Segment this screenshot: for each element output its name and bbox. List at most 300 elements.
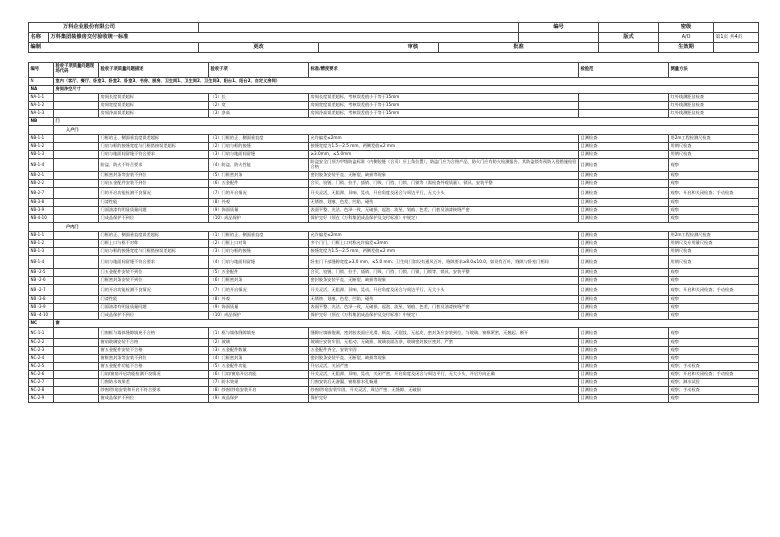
row-desc: 门的开启功能检测不良情况 [99,188,209,199]
row-issue-code [54,240,99,248]
row-method: 观察 [669,180,759,188]
row-standard: 缝隙应填嵌饱满，密封胶表面应光滑、顺直、无裂纹、无起皮、密封条应安装到位，与玻璃、窗框紧密，无翘起、断开 [309,328,579,339]
table-row [29,269,759,277]
row-issue-code [54,387,99,395]
row-issue-code [54,94,99,102]
row-issue-code [54,347,99,355]
row-desc: 房间净高误差超标 [99,110,209,118]
row-standard: 开启灵活，关闭严密 [309,363,579,371]
acceptance-standard-table [28,62,759,403]
row-sub: （10）成品保护 [209,215,309,223]
row-check: 目测检查 [579,363,669,371]
table-row [29,240,759,248]
row-check: 目测检查 [579,232,669,240]
table-row [29,296,759,304]
name-blank [519,33,599,43]
subsection-blank [29,126,54,135]
company-name: 万科企业股份有限公司 [29,23,199,33]
row-method: 观察；开启和关闭检查；手动检查 [669,285,759,296]
row-standard: 开关灵活，无阻滞、异响、晃动，关闭严密，开启角度及闭合与周边平行，无大小头，开启方向正确 [309,371,579,379]
table-row [29,232,759,240]
row-sub: （5）五金配件功能 [209,363,309,371]
row-desc: 门成品保护不到位 [99,312,209,320]
table-row [29,379,759,387]
compile-label: 编制 [29,43,199,53]
subsection-blank [29,223,54,232]
row-standard: 密封胶条安装平直、无断裂、缺损等现象 [309,277,579,285]
row-issue-code [54,188,99,199]
table-row [29,387,759,395]
row-sub: （6）门扇/窗扇开启功能 [209,371,309,379]
header-blank [199,23,519,33]
row-id: NB-1-2 [29,240,54,248]
row-sub: （2）宽 [209,102,309,110]
row-issue-code [54,328,99,339]
table-row [29,135,759,143]
row-standard: 接缝宽度为1.5～2.5 mm，两侧差值≤2 mm [309,143,579,151]
row-check [579,94,669,102]
table-row [29,151,759,159]
table-row [29,207,759,215]
row-id: NB-1-4 [29,159,54,172]
row-desc: 门框的正、侧面垂直度误差超标 [99,232,209,240]
row-check: 目测检查 [579,379,669,387]
row-check: 目测检查 [579,277,669,285]
row-id: NC-2-7 [29,379,54,387]
row-standard: 允许偏差≤2mm [309,232,579,240]
row-check: 目测检查 [579,143,669,151]
row-standard: 卧室门下部缝隙宽度≥3.0 mm，≤5.0 mm；卫生间门如设有通风百叶，缝隙要求≥8.0≤10.0，如设有百叶，缝隙与卧室门相同 [309,256,579,269]
col-sub: 验收子项 [209,63,309,78]
row-desc: 门面油漆有明显质量问题 [99,207,209,215]
row-issue-code [54,371,99,379]
row-id: NA-1-1 [29,94,54,102]
row-sub: （8）外观 [209,199,309,207]
row-standard: 表面平整、光洁、色泽一致，无破损、起泡、流坠、划痕、色差，门套及油漆接缝严密 [309,207,579,215]
row-issue-code [54,135,99,143]
row-desc: 门窗防水效果差 [99,379,209,387]
table-row [29,215,759,223]
row-id: NB-1-1 [29,135,54,143]
row-method: 观察 [669,395,759,403]
row-method: 用2m工程检测尺检查 [669,135,759,143]
effective-label: 生效期 [659,43,714,53]
section-gap [28,53,758,62]
row-method: 观察 [669,277,759,285]
approve-blank [599,43,659,53]
table-row [29,371,759,379]
row-desc: 门扇与地面间留缝不符合要求 [99,151,209,159]
row-method: 观察 [669,269,759,277]
row-issue-code [54,159,99,172]
col-num: 编号 [29,63,54,78]
table-row [29,256,759,269]
table-row [29,199,759,207]
row-standard: 无锈蚀、划痕、色差、凹陷、碰伤 [309,199,579,207]
row-desc: 窗成品保护不到位 [99,395,209,403]
row-id: NB -3-8 [29,296,54,304]
table-row [29,94,759,102]
page-value: 第1页 共4页 [714,33,759,43]
row-standard: 房间宽度误差超标，考核误差值小于等于15mm [309,102,579,110]
row-method: 用钢尺检查 [669,248,759,256]
row-check: 目测检查 [579,207,669,215]
row-issue-code [54,296,99,304]
row-id: NB-1-1 [29,232,54,240]
row-standard: 门窗安装后无渗漏、窗框排水孔畅通 [309,379,579,387]
room-scope-row [29,78,759,86]
row-method: 用钢尺检查 [669,256,759,269]
row-issue-code [54,143,99,151]
row-desc: 窗扇玻璃安装不合格 [99,339,209,347]
row-sub: （3）门扇与地面间留缝 [209,151,309,159]
row-check: 目测检查 [579,256,669,269]
subsection-title: 户内门 [54,223,759,232]
row-id: NB-2-2 [29,180,54,188]
secret-label: 密级 [659,23,714,33]
row-standard: 房间长度误差超标，考核误差值小于等于15mm [309,94,579,102]
row-method: 红外线测距仪检查 [669,102,759,110]
row-sub: （10）成品保护 [209,312,309,320]
row-method: 用2m工程检测尺检查 [669,232,759,240]
section-row [29,86,759,94]
row-issue-code [54,199,99,207]
row-sub: （3）门扇与框的接缝 [209,248,309,256]
row-issue-code [54,269,99,277]
row-issue-code [54,256,99,269]
row-standard: 多个门门，门框上口对称允许偏差≤3mm [309,240,579,248]
row-sub: （3）净高 [209,110,309,118]
row-sub: （2）门扇与框的接缝 [209,143,309,151]
row-issue-code [54,151,99,159]
row-sub: （7）防水效果 [209,379,309,387]
table-row [29,188,759,199]
row-method: 观察 [669,199,759,207]
row-id: NB-1-3 [29,248,54,256]
row-standard: 保护完好（须在《万科集团成品保护及交付标准》中规定） [309,215,579,223]
row-method: 观察 [669,215,759,223]
number-value [599,23,659,33]
change-label: 更改 [199,43,319,53]
row-sub: （8）纱窗/纱扇安装开启 [209,387,309,395]
subsection-row [29,223,759,232]
number-label: 编号 [519,23,599,33]
table-row [29,110,759,118]
section-title: 窗 [54,320,759,328]
row-method: 观察 [669,207,759,215]
row-check: 目测检查 [579,296,669,304]
row-desc: 门五金配件安装不到位 [99,269,209,277]
row-sub: （3）五金配件数量 [209,347,309,355]
row-sub: （7）门的开启情况 [209,285,309,296]
row-method: 观察 [669,304,759,312]
row-standard: 防盗安全门须为甲级防盗标准（内侧铰链（合页）应上角位置），防盗门应为合格产品，防火门应有防火检测报告，其防盗锁有预防入侵措施检验合格 [309,159,579,172]
row-check: 目测检查 [579,240,669,248]
row-standard: 允许偏差≤2mm [309,135,579,143]
row-id: NA-1-2 [29,102,54,110]
row-check [579,102,669,110]
effective-value [714,43,759,53]
room-scope-text: 室内（客厅、餐厅、卧室1、卧室2、卧室3、书房、厨房、卫生间1、卫生间2、卫生间3、阳台1、阳台2、自定义房间） [54,78,759,86]
row-issue-code [54,363,99,371]
row-desc: 门扇与地面间留缝不符合要求 [99,256,209,269]
row-desc: 门扇/窗扇开启功能检测不良情况 [99,371,209,379]
row-sub: （2）玻璃 [209,339,309,347]
row-issue-code [54,304,99,312]
section-row [29,320,759,328]
row-standard: 开关灵活，无阻滞、异响、晃动，开启角度及闭合与周边平行，无大小头 [309,285,579,296]
row-desc: 门扇与框的接缝宽度与门框搭接误差超标 [99,143,209,151]
col-std: 标准/精度要求 [309,63,579,78]
row-desc: 门框的正、侧面垂直度误差超标 [99,135,209,143]
section-code: NC [29,320,54,328]
row-sub: （5）五金配件 [209,269,309,277]
row-standard: 玻璃应安装牢固，无松动、无破损、玻璃表面洁净，玻璃密封胶应密封、严密 [309,339,579,347]
row-id: NC-2-3 [29,347,54,355]
row-standard: 密封胶条安装平直、无断裂、缺损等现象 [309,355,579,363]
row-check: 目测检查 [579,151,669,159]
row-check: 目测检查 [579,328,669,339]
row-sub: （9）饰面质量 [209,304,309,312]
row-id: NB -2-7 [29,285,54,296]
row-method: 用钢尺及专用量尺检查 [669,240,759,248]
doc-name: 万科集团装修房交付验收统一标准 [49,33,519,43]
row-check: 目测检查 [579,135,669,143]
row-sub: （1）门框的正、侧面垂直度 [209,135,309,143]
row-check: 目测检查 [579,339,669,347]
secret-value [714,23,759,33]
row-desc: 门框密封条等安装不到位 [99,172,209,180]
table-row [29,304,759,312]
table-row [29,395,759,403]
row-desc: 门框密封条安装不到位 [99,277,209,285]
section-row [29,118,759,126]
review-label: 审核 [319,43,439,53]
table-row [29,143,759,151]
row-issue-code [54,339,99,347]
row-sub: （4）防盗、防火性能 [209,159,309,172]
row-id: NC-2-9 [29,395,54,403]
row-issue-code [54,110,99,118]
row-desc: 房间长度误差超标 [99,94,209,102]
row-method: 观察 [669,347,759,355]
row-issue-code [54,172,99,180]
column-header-row [29,63,759,78]
row-check: 目测检查 [579,395,669,403]
row-method: 观察；手动检查 [669,387,759,395]
row-sub: （7）门的开启情况 [209,188,309,199]
row-standard: 开关灵活，无阻滞、异响、晃动，开启角度及闭合与周边平行，无大小头 [309,188,579,199]
row-method: 观察 [669,339,759,347]
row-desc: 门漆性能 [99,199,209,207]
row-issue-code [54,102,99,110]
row-desc: 门扇五金配件安装不到位 [99,180,209,188]
table-row [29,328,759,339]
row-sub: （6）五金配件 [209,180,309,188]
col-method: 测量方法 [669,63,759,78]
name-label: 名称 [29,33,49,43]
row-standard: 房间净高误差超标，考核误差值小于等于15mm [309,110,579,118]
table-row [29,339,759,347]
row-standard: 表面平整、光洁、色泽一致，无破损、起泡、流坠、划痕、色差，门套及油漆接缝严密 [309,304,579,312]
row-method: 用钢尺检查 [669,151,759,159]
approve-label: 批准 [439,43,599,53]
row-id: NC-2-8 [29,387,54,395]
row-desc: 门面油漆有明显质量问题 [99,304,209,312]
subsection-row [29,126,759,135]
row-standard: 密封胶条安装平直、无断裂、缺损等现象 [309,172,579,180]
row-issue-code [54,355,99,363]
table-row [29,285,759,296]
row-standard: 保护完好 [309,395,579,403]
row-method: 观察 [669,296,759,304]
row-standard: 合页、铰链、门锁、拉手、插销、门吸、门挡、门锁、门锁、门锁等、锁具、安装平整 [309,269,579,277]
row-sub: （5）门框密封条 [209,172,309,180]
row-issue-code [54,379,99,387]
row-issue-code [54,248,99,256]
row-method: 红外线测距仪检查 [669,94,759,102]
row-check: 目测检查 [579,285,669,296]
row-desc: 房间宽度误差超标 [99,102,209,110]
document-header [28,22,759,53]
row-standard: 纱窗/纱扇安装牢固，开关灵活、周边严密、无缝隙、无破损 [309,387,579,395]
row-check: 目测检查 [579,159,669,172]
table-row [29,180,759,188]
row-sub: （1）长 [209,94,309,102]
row-method: 观察 [669,172,759,180]
row-id: NB-2-1 [29,172,54,180]
row-standard: 保护完好（须在《万科集团成品保护及交付标准》中规定） [309,312,579,320]
row-check: 目测检查 [579,355,669,363]
row-method: 观察；开启和关闭检查；手动检查 [669,188,759,199]
row-check: 目测检查 [579,199,669,207]
row-check: 目测检查 [579,304,669,312]
row-id: NB-3-9 [29,207,54,215]
row-sub: （8）外观 [209,296,309,304]
row-issue-code [54,180,99,188]
row-id: NC-2-5 [29,363,54,371]
version-label: 版式 [599,33,659,43]
row-standard: 合页、铰链、门锁、拉手、插销、门吸、门挡、门锁、门锁等（需检查外观质量）、锁具、安装平整 [309,180,579,188]
top-code: N [29,78,54,86]
row-check: 目测检查 [579,215,669,223]
row-id: NB-1-2 [29,143,54,151]
col-issue: 验收子项质量问题现场代码 [54,63,99,78]
row-desc: 窗五金配件功能不合格 [99,363,209,371]
row-method: 观察 [669,328,759,339]
row-desc: 门框上口与框不对称 [99,240,209,248]
row-id: NB-4-10 [29,215,54,223]
table-row [29,277,759,285]
row-sub: （6）门框密封条 [209,277,309,285]
row-id: NC-1-1 [29,328,54,339]
row-id: NB-1-4 [29,256,54,269]
row-id: NB -2-5 [29,269,54,277]
row-issue-code [54,207,99,215]
row-check: 目测检查 [579,312,669,320]
row-issue-code [54,285,99,296]
row-method: 观察；开启和关闭检查；手动检查 [669,371,759,379]
table-row [29,363,759,371]
subsection-title: 入户门 [54,126,759,135]
row-check: 目测检查 [579,347,669,355]
row-id: NC-2-2 [29,339,54,347]
row-standard: 无锈蚀、划痕、色差、凹陷、碰伤 [309,296,579,304]
section-code: NA [29,86,54,94]
document-sheet [28,22,758,403]
row-id: NA-1-3 [29,110,54,118]
row-standard: ≥3.0mm，≤5.0mm [309,151,579,159]
row-issue-code [54,215,99,223]
row-method: 观察 [669,355,759,363]
row-check: 目测检查 [579,248,669,256]
row-standard: 接缝宽度为1.5～2.5 mm，两侧差值≤2 mm [309,248,579,256]
row-issue-code [54,232,99,240]
row-check: 目测检查 [579,269,669,277]
table-row [29,347,759,355]
row-method: 用钢尺检查 [669,143,759,151]
row-sub: （1）框与墙体缝隙填充 [209,328,309,339]
section-title: 门 [54,118,759,126]
table-row [29,172,759,180]
table-row [29,248,759,256]
row-desc: 门的开启功能检测不良情况 [99,285,209,296]
row-method: 红外线测距仪检查 [669,110,759,118]
row-method: 观察；淋水试验 [669,379,759,387]
col-check: 检验范 [579,63,669,78]
table-row [29,159,759,172]
table-row [29,312,759,320]
row-desc: 窗框密封条等安装不到位 [99,355,209,363]
row-desc: 纱窗/纱扇安装和开启不符合要求 [99,387,209,395]
row-desc: 门扇与框的接缝宽度与门框搭接误差超标 [99,248,209,256]
col-desc: 验收子项质量问题描述 [99,63,209,78]
row-id: NC-2-6 [29,371,54,379]
row-check: 目测检查 [579,188,669,199]
table-row [29,102,759,110]
row-id: NB-3-8 [29,199,54,207]
row-desc: 防盗、防火不符合要求 [99,159,209,172]
row-id: NB -4-10 [29,312,54,320]
row-sub: （9）成品保护 [209,395,309,403]
row-sub: （9）饰面质量 [209,207,309,215]
row-method: 观察 [669,159,759,172]
section-code: NB [29,118,54,126]
row-desc: 窗五金配件安装不合格 [99,347,209,355]
row-id: NB -3-9 [29,304,54,312]
row-id: NB-1-3 [29,151,54,159]
row-check: 目测检查 [579,371,669,379]
row-id: NC-2-4 [29,355,54,363]
row-desc: 门漆性能 [99,296,209,304]
row-check [579,110,669,118]
row-issue-code [54,312,99,320]
row-sub: （4）门扇与地面间留缝 [209,256,309,269]
row-desc: 门成品保护不到位 [99,215,209,223]
row-sub: （2）门框上口对角 [209,240,309,248]
version-value: A/O [659,33,714,43]
row-sub: （1）门框的正、侧面垂直度 [209,232,309,240]
table-row [29,355,759,363]
row-id: NB -2-6 [29,277,54,285]
section-title: 房间净空尺寸 [54,86,759,94]
row-desc: 门窗框与墙体缝隙填充不合格 [99,328,209,339]
row-id: NB-2-7 [29,188,54,199]
row-sub: （4）门框密封条 [209,355,309,363]
row-check: 目测检查 [579,387,669,395]
row-standard: 五金配件齐全，安装牢固 [309,347,579,355]
row-issue-code [54,277,99,285]
